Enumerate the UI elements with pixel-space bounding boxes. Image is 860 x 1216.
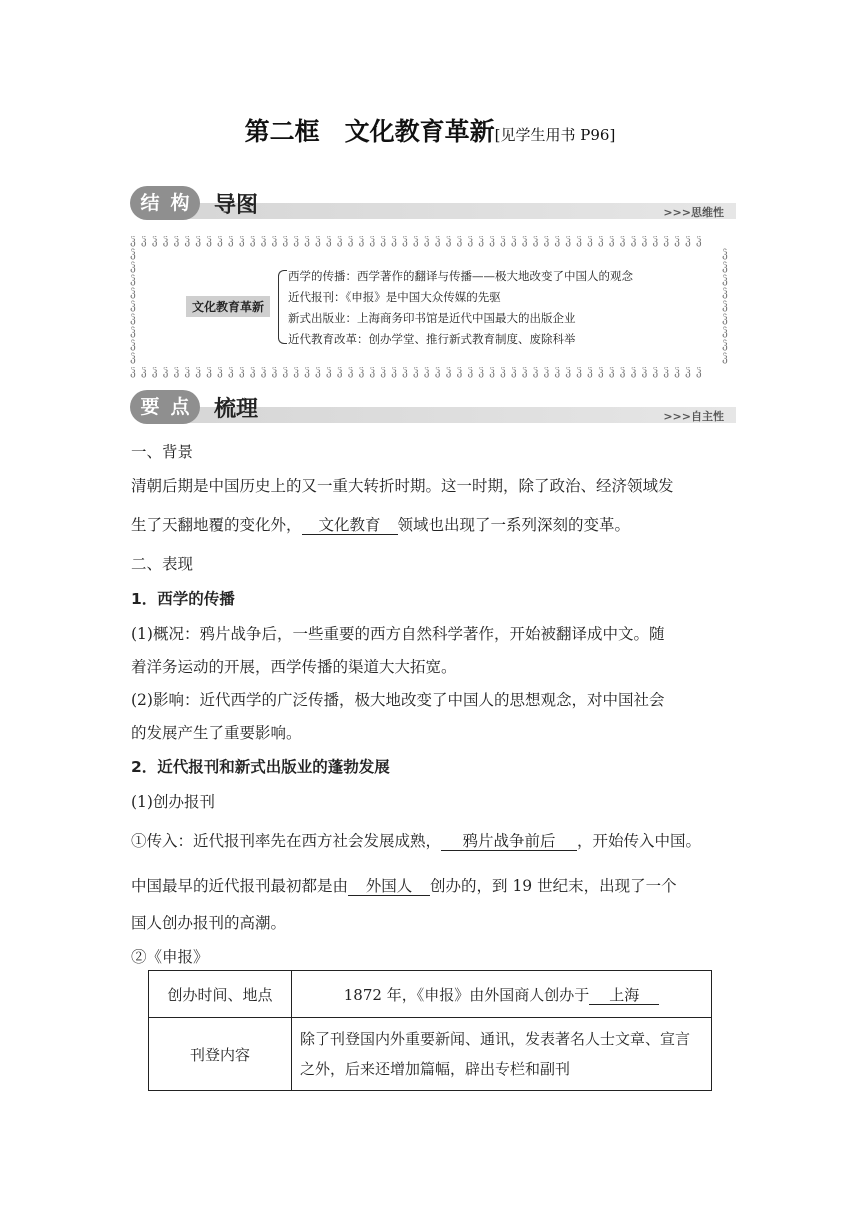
mind-map-branch: 新式出版业：上海商务印书馆是近代中国最大的出版企业 [288,311,576,325]
answer-blank: 文化教育 [302,516,398,535]
badge-char: 构 [170,192,190,214]
text-segment: 1872 年，《申报》由外国商人创办于 [343,985,590,1004]
table-row [149,971,712,1018]
paragraph-line: 清朝后期是中国历史上的又一重大转折时期。这一时期，除了政治、经济领域发 [131,477,674,495]
page-title [0,112,860,148]
structure-map-banner [130,186,736,222]
table-cell: 除了刊登国内外重要新闻、通讯，发表著名人士文章、宣言之外，后来还增加篇幅，辟出专栏和副刊 [292,1018,712,1091]
ornament-border-bottom: ჴ ჴ ჴ ჴ ჴ ჴ ჴ ჴ ჴ ჴ ჴ ჴ ჴ ჴ ჴ ჴ ჴ ჴ ჴ ჴ ჴ ჴ ჴ ჴ ჴ ჴ ჴ ჴ ჴ ჴ ჴ ჴ ჴ ჴ ჴ ჴ ჴ ჴ ჴ ჴ ჴ ჴ ჴ ჴ ჴ ჴ ჴ ჴ ჴ ჴ ჴ ჴ ჴ [130,367,703,378]
mind-map-center: 文化教育革新 [186,296,270,317]
banner-word: 梳理 [214,397,259,422]
paragraph-line: ②《申报》 [131,948,209,966]
ornament-border-top: ჴ ჴ ჴ ჴ ჴ ჴ ჴ ჴ ჴ ჴ ჴ ჴ ჴ ჴ ჴ ჴ ჴ ჴ ჴ ჴ ჴ ჴ ჴ ჴ ჴ ჴ ჴ ჴ ჴ ჴ ჴ ჴ ჴ ჴ ჴ ჴ ჴ ჴ ჴ ჴ ჴ ჴ ჴ ჴ ჴ ჴ ჴ ჴ ჴ ჴ ჴ ჴ ჴ [130,236,703,247]
mind-map-brace [278,270,287,344]
subsection-heading: 1．西学的传播 [131,590,235,608]
text-segment: ①传入：近代报刊率先在西方社会发展成熟， [131,832,442,850]
badge-char: 结 [140,192,160,214]
paragraph-line [131,513,630,535]
title-main: 第二框 文化教育革新 [244,117,495,146]
key-points-banner [130,390,736,426]
text-segment: 创办的，到 19 世纪末，出现了一个 [430,877,677,895]
paragraph-line: 国人创办报刊的高潮。 [131,914,287,932]
banner-tag: >>>思维性 [663,206,724,219]
subsection-subheading: (1)创办报刊 [131,793,215,811]
mind-map-branch: 近代教育改革：创办学堂、推行新式教育制度、废除科举 [288,332,576,346]
mind-map-branch: 西学的传播：西学著作的翻译与传播——极大地改变了中国人的观念 [288,269,633,283]
table-header-cell: 创办时间、地点 [149,971,292,1018]
badge-char: 点 [170,396,190,418]
text-segment: 生了天翻地覆的变化外， [131,516,302,534]
table-cell [292,971,712,1018]
table-row [149,1018,712,1091]
paragraph-line: (1)概况：鸦片战争后，一些重要的西方自然科学著作，开始被翻译成中文。随 [131,625,665,643]
answer-blank: 外国人 [348,877,430,896]
title-reference: [见学生用书 P96] [494,126,616,144]
answer-blank: 上海 [589,986,659,1005]
text-segment: 领域也出现了一系列深刻的变革。 [397,516,631,534]
paragraph-line [131,829,701,851]
paragraph-line [131,874,677,896]
text-segment: ，开始传入中国。 [577,832,702,850]
ornament-border-left: ჴ ჴ ჴ ჴ ჴ ჴ ჴ ჴ ჴ [130,249,137,364]
banner-badge [130,186,200,220]
badge-char: 要 [140,396,160,418]
banner-word: 导图 [214,193,259,218]
mind-map-branch: 近代报刊：《申报》是中国大众传媒的先驱 [288,290,501,304]
mind-map-branches [288,266,633,350]
subsection-heading: 2．近代报刊和新式出版业的蓬勃发展 [131,758,390,776]
banner-badge [130,390,200,424]
banner-tag: >>>自主性 [663,410,724,423]
section-heading: 一、背景 [131,443,194,461]
paragraph-line: (2)影响：近代西学的广泛传播，极大地改变了中国人的思想观念，对中国社会 [131,691,665,709]
section-heading: 二、表现 [131,555,194,573]
shenbao-table [148,970,712,1091]
ornament-border-right: ჴ ჴ ჴ ჴ ჴ ჴ ჴ ჴ ჴ [722,249,729,364]
answer-blank: 鸦片战争前后 [441,832,577,851]
text-segment: 中国最早的近代报刊最初都是由 [131,877,349,895]
mind-map [130,236,734,378]
paragraph-line: 的发展产生了重要影响。 [131,724,302,742]
paragraph-line: 着洋务运动的开展，西学传播的渠道大大拓宽。 [131,658,457,676]
table-header-cell: 刊登内容 [149,1018,292,1091]
